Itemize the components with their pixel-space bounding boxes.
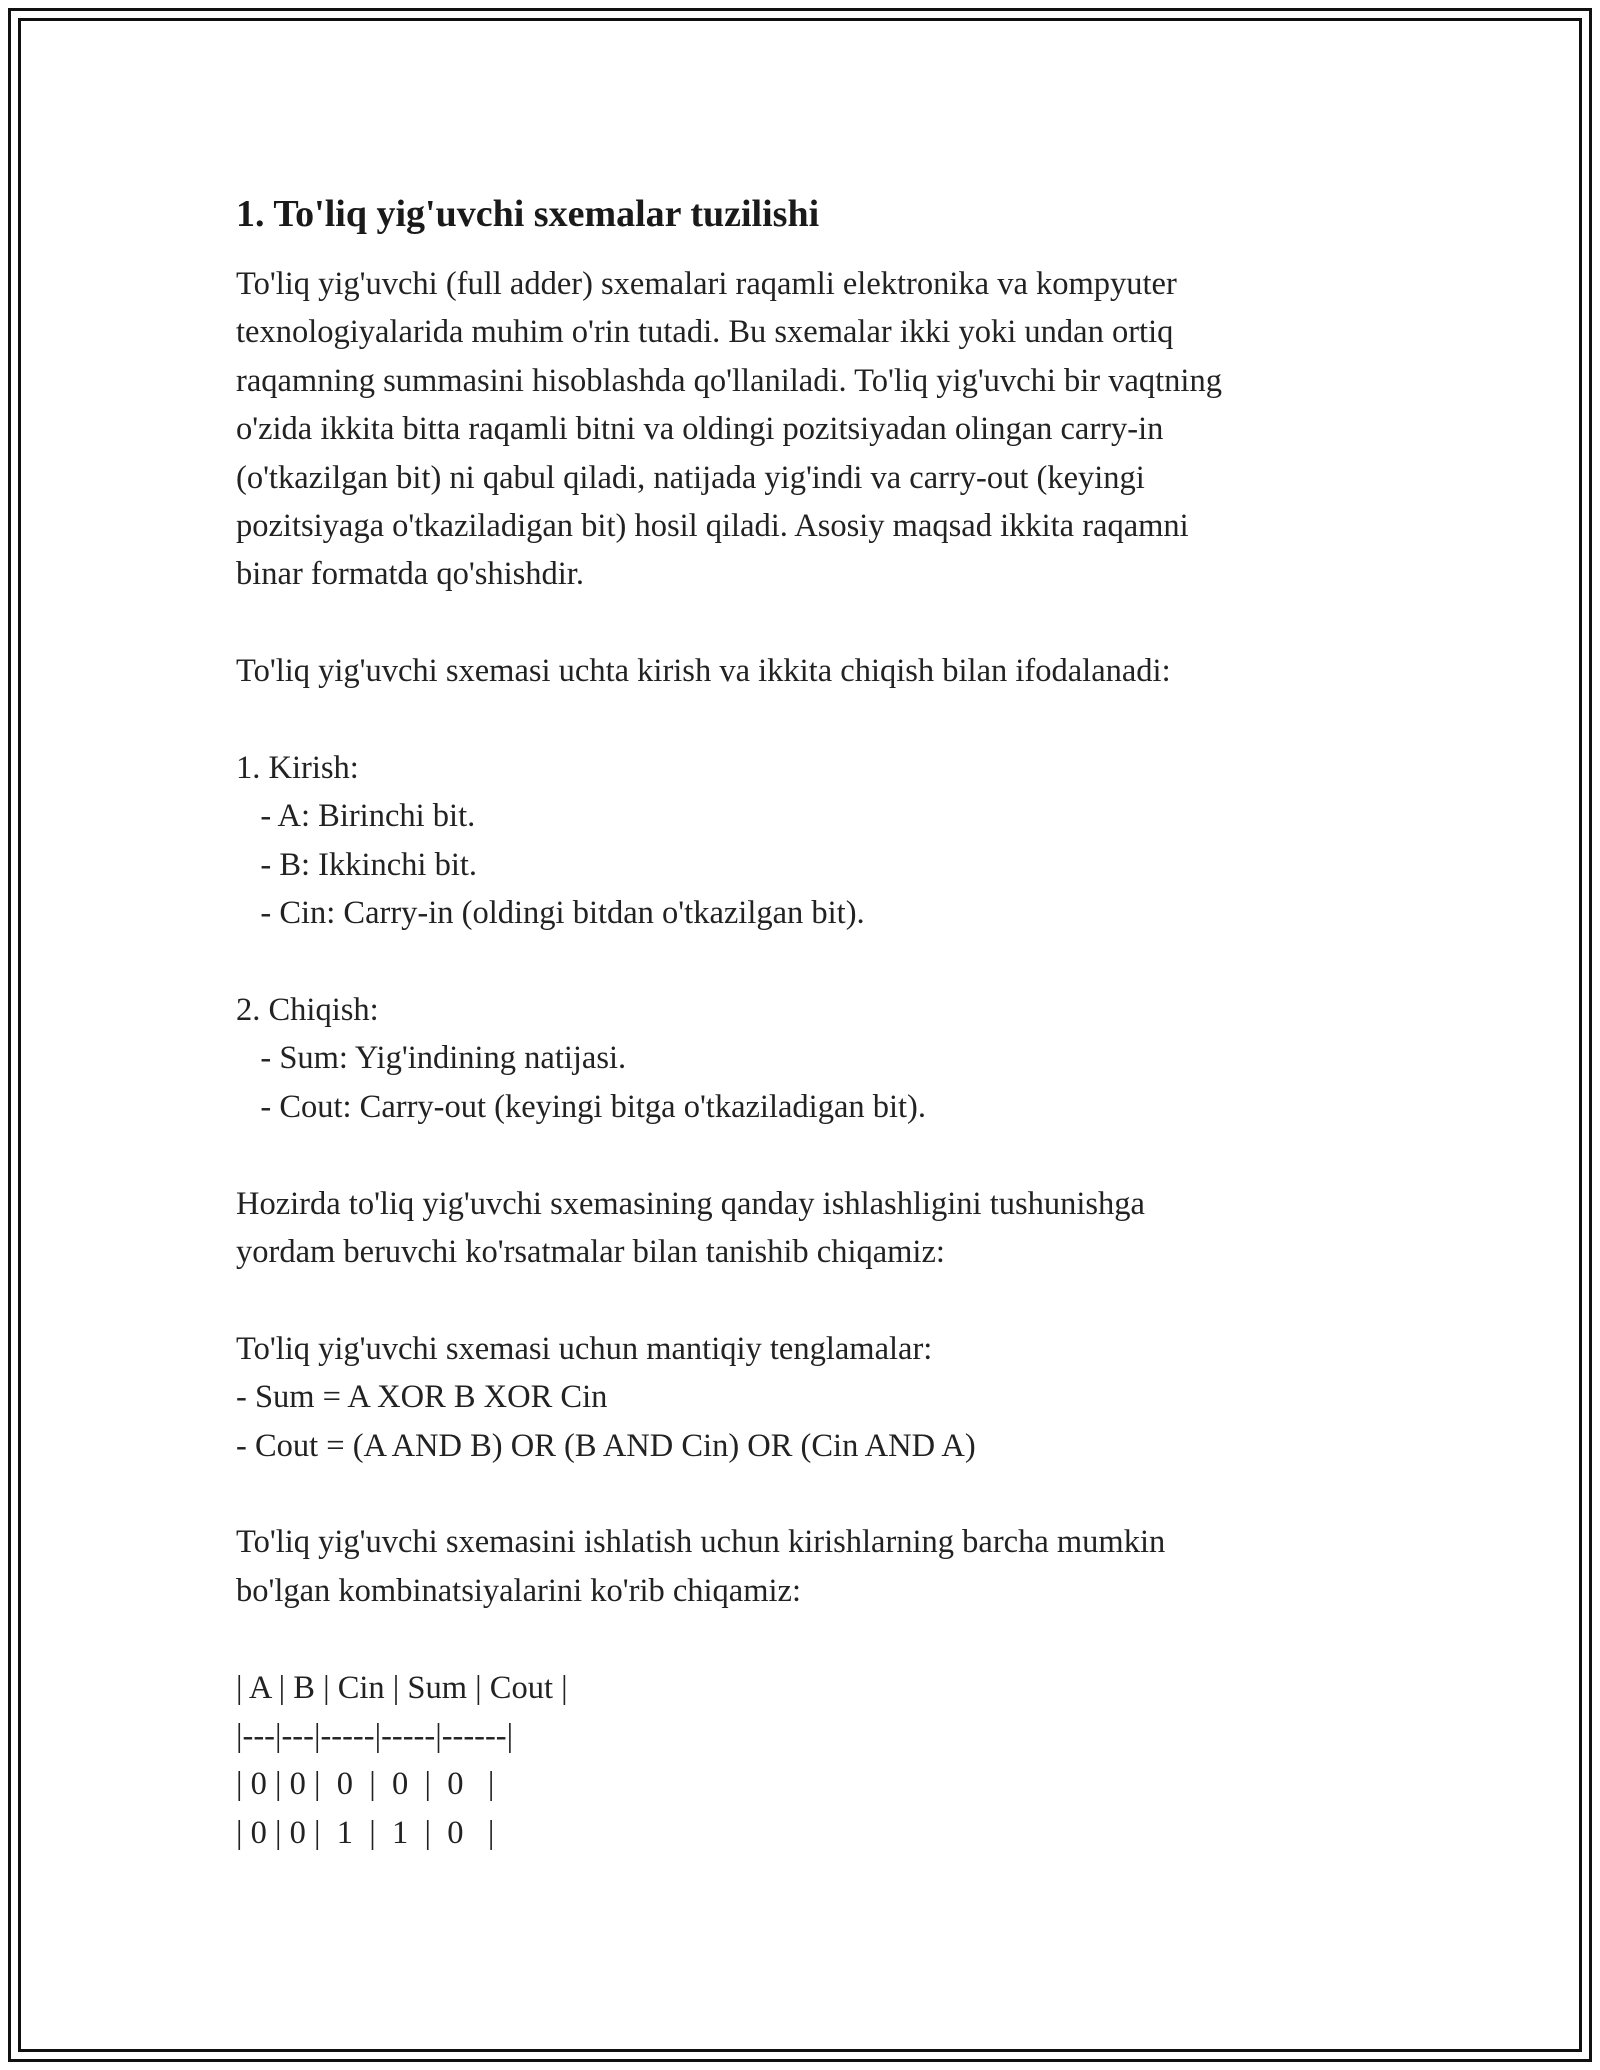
explain-line: yordam beruvchi ko'rsatmalar bilan tanishib chiqamiz:	[236, 1234, 945, 1271]
intro-line: texnologiyalarida muhim o'rin tutadi. Bu sxemalar ikki yoki undan ortiq	[236, 314, 1174, 351]
blank-line	[236, 1615, 1366, 1663]
section-title: 1. To'liq yig'uvchi sxemalar tuzilishi	[236, 193, 820, 235]
blank-line	[236, 1276, 1366, 1324]
equation-cout: - Cout = (A AND B) OR (B AND Cin) OR (Cin AND A)	[236, 1427, 976, 1464]
truth-table-row: | 0 | 0 | 1 | 1 | 0 |	[236, 1814, 495, 1851]
intro-line: binar formatda qo'shishdir.	[236, 556, 584, 593]
intro-line: raqamning summasini hisoblashda qo'llaniladi. To'liq yig'uvchi bir vaqtning	[236, 362, 1222, 399]
intro-line: To'liq yig'uvchi (full adder) sxemalari raqamli elektronika va kompyuter	[236, 266, 1177, 302]
truth-table-separator: |---|---|-----|-----|------|	[236, 1718, 514, 1755]
truth-table-header: | A | B | Cin | Sum | Cout |	[236, 1669, 568, 1706]
document-body	[236, 190, 1366, 1857]
equation-sum: - Sum = A XOR B XOR Cin	[236, 1379, 608, 1416]
blank-line	[236, 599, 1366, 647]
output-item-sum: - Sum: Yig'indining natijasi.	[236, 1040, 627, 1077]
blank-line	[236, 1470, 1366, 1518]
outputs-list	[236, 986, 1366, 1131]
inputs-heading: 1. Kirish:	[236, 750, 359, 787]
truth-table	[236, 1664, 1366, 1858]
input-item-b: - B: Ikkinchi bit.	[236, 846, 478, 883]
explain-paragraph	[236, 1180, 1366, 1277]
blank-line	[236, 1131, 1366, 1179]
explain-line: Hozirda to'liq yig'uvchi sxemasining qanday ishlashligini tushunishga	[236, 1185, 1145, 1222]
equations-block	[236, 1325, 1366, 1470]
truth-table-row: | 0 | 0 | 0 | 0 | 0 |	[236, 1766, 495, 1803]
combos-line: To'liq yig'uvchi sxemasini ishlatish uchun kirishlarning barcha mumkin	[236, 1524, 1166, 1561]
equations-heading: To'liq yig'uvchi sxemasi uchun mantiqiy tenglamalar:	[236, 1330, 933, 1367]
intro-paragraph	[236, 260, 1366, 599]
blank-line	[236, 938, 1366, 986]
output-item-cout: - Cout: Carry-out (keyingi bitga o'tkaziladigan bit).	[236, 1088, 927, 1125]
blank-line	[236, 696, 1366, 744]
outputs-heading: 2. Chiqish:	[236, 992, 379, 1029]
structure-intro: To'liq yig'uvchi sxemasi uchta kirish va ikkita chiqish bilan ifodalanadi:	[236, 653, 1171, 690]
intro-line: (o'tkazilgan bit) ni qabul qiladi, natijada yig'indi va carry-out (keyingi	[236, 459, 1145, 496]
intro-line: pozitsiyaga o'tkaziladigan bit) hosil qiladi. Asosiy maqsad ikkita raqamni	[236, 508, 1189, 545]
intro-line: o'zida ikkita bitta raqamli bitni va oldingi pozitsiyadan olingan carry-in	[236, 411, 1164, 448]
combos-line: bo'lgan kombinatsiyalarini ko'rib chiqamiz:	[236, 1572, 801, 1609]
input-item-a: - A: Birinchi bit.	[236, 798, 476, 835]
combos-paragraph	[236, 1518, 1366, 1615]
input-item-cin: - Cin: Carry-in (oldingi bitdan o'tkazilgan bit).	[236, 895, 865, 932]
inputs-list	[236, 744, 1366, 938]
